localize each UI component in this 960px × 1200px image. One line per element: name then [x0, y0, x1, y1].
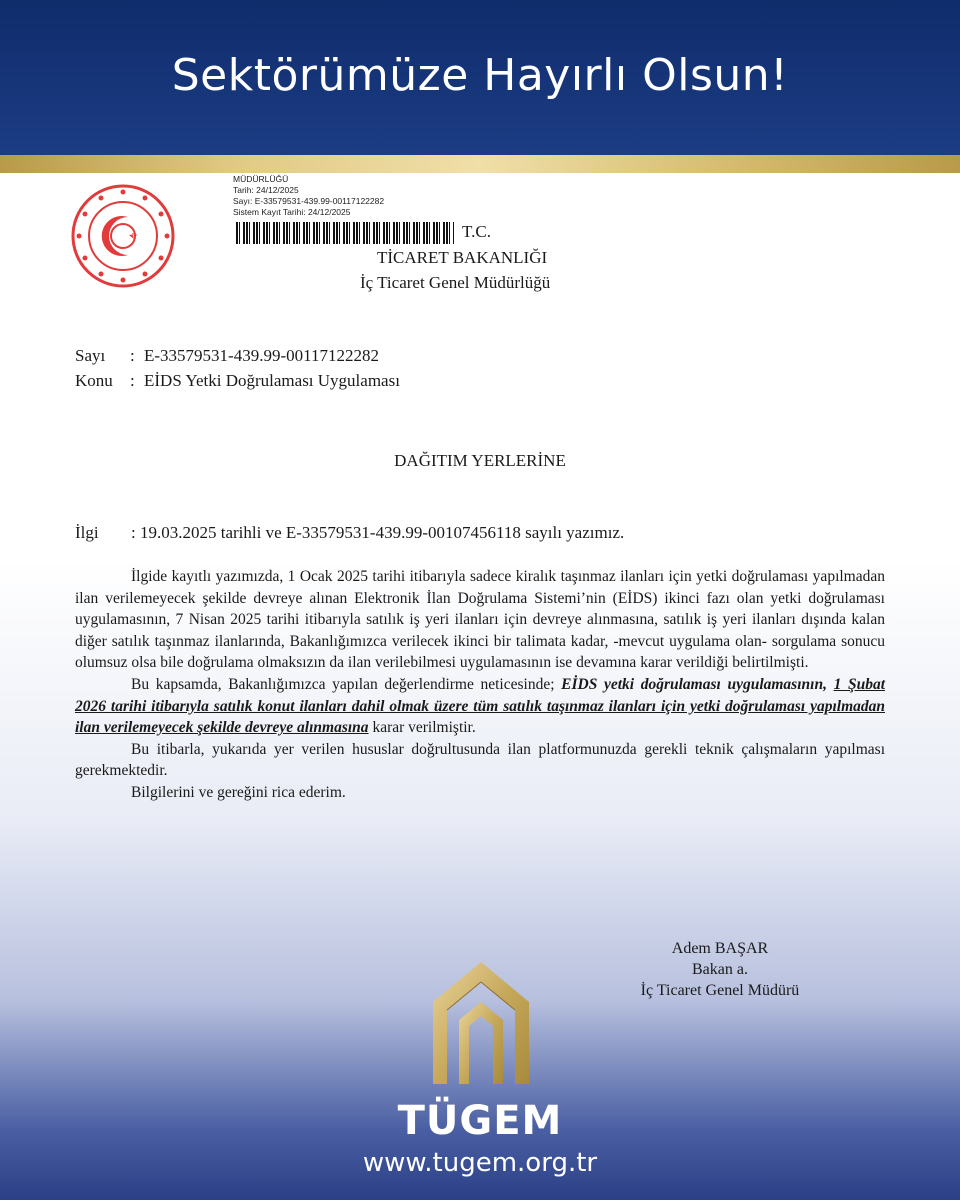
header-banner — [0, 0, 960, 155]
directorate-name: İç Ticaret Genel Müdürlüğü — [360, 273, 551, 292]
p2-underlined: 1 Şubat 2026 tarihi itibarıyla satılık konut ilanları dahil olmak üzere tüm satılık taşınmaz ilanları için yetki doğrulaması yapılmadan ilan verilemeyecek şekilde devreye alınmasına — [75, 675, 886, 737]
paragraph-1: İlgide kayıtlı yazımızda, 1 Ocak 2025 tarihi itibarıyla sadece kiralık taşınmaz ilanları için yetki doğrulaması yapılmadan ilan verilemeyecek şekilde devreye alınan Elektronik İlan Doğrulama Sistemi’nin (EİDS) ikinci fazı olan yetki doğrulaması uygulamasının, 7 Nisan 2025 tarihi itibarıyla satılık iş yeri ilanları için devreye alınmasına, satılık iş yeri ilanları dışında kalan diğer satılık taşınmaz ilanlarında, Bakanlığımızca verilecek ikinci bir talimata kadar, -mevcut uygulama olan- sorgulama sonucu olumsuz olsa bile doğrulama olmaksızın da ilan verilebilmesi uygulamasının ise devamına karar verildiği belirtilmişti. — [75, 568, 885, 672]
ministry-seal-icon — [70, 183, 176, 289]
barcode — [236, 222, 454, 244]
tc-label: T.C. — [462, 222, 491, 241]
ilgi-value: : 19.03.2025 tarihli ve E-33579531-439.99-00107456118 sayılı yazımız. — [131, 523, 625, 542]
recipient: DAĞITIM YERLERİNE — [394, 451, 566, 470]
sayi-label: Sayı — [75, 346, 106, 365]
paragraph-2 — [75, 674, 885, 739]
meta-date: Tarih: 24/12/2025 — [233, 185, 299, 195]
konu-colon: : — [130, 371, 135, 390]
p2-end: karar verilmiştir. — [372, 719, 476, 737]
brand-name: TÜGEM — [397, 1098, 563, 1144]
ministry-name: TİCARET BAKANLIĞI — [377, 248, 548, 267]
website-link[interactable]: www.tugem.org.tr — [362, 1148, 598, 1178]
signer-name: Adem BAŞAR — [671, 940, 769, 957]
paragraph-3: Bu itibarla, yukarıda yer verilen hususlar doğrultusunda ilan platformunuzda gerekli teknik çalışmaların yapılması gerekmektedir. — [75, 740, 885, 780]
meta-system-date: Sistem Kayıt Tarihi: 24/12/2025 — [233, 207, 351, 217]
ilgi-label: İlgi — [75, 523, 99, 542]
p2-start: Bu kapsamda, Bakanlığımızca yapılan değerlendirme neticesinde; — [131, 675, 555, 693]
konu-value: EİDS Yetki Doğrulaması Uygulaması — [144, 371, 400, 390]
banner-title: Sektörümüze Hayırlı Olsun! — [171, 50, 789, 101]
letter-body — [75, 566, 885, 804]
sayi-colon: : — [130, 346, 135, 365]
gold-divider — [0, 155, 960, 173]
sayi-value: E-33579531-439.99-00117122282 — [144, 346, 379, 365]
paragraph-4: Bilgilerini ve gereğini rica ederim. — [131, 783, 346, 801]
tugem-logo-icon — [425, 958, 537, 1088]
meta-number: Sayı: E-33579531-439.99-00117122282 — [233, 196, 385, 206]
signer-title: İç Ticaret Genel Müdürü — [640, 982, 800, 999]
signer-role: Bakan a. — [692, 961, 748, 978]
signature-block — [600, 938, 840, 1001]
konu-label: Konu — [75, 371, 113, 390]
meta-unit: MÜDÜRLÜĞÜ — [233, 174, 289, 184]
p2-bold: EİDS yetki doğrulaması uygulamasının, — [561, 675, 827, 693]
